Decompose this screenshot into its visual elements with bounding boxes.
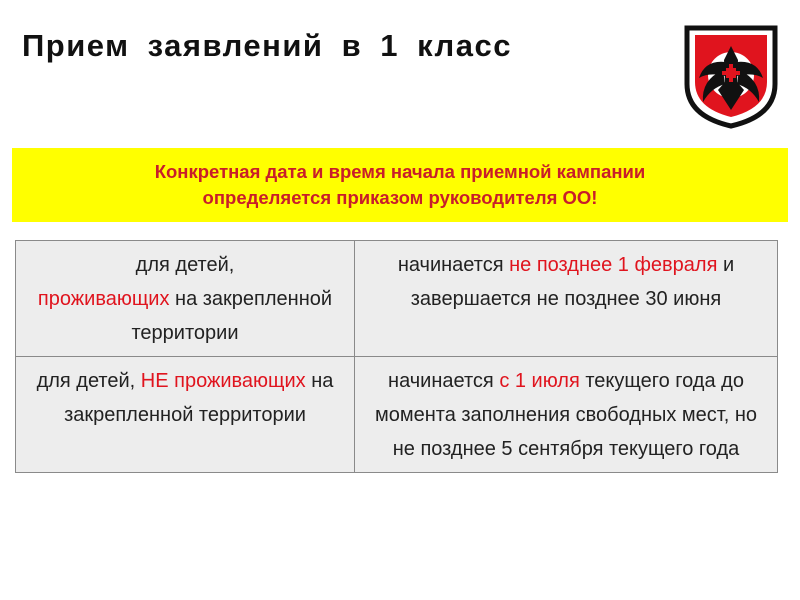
- cell-text: для детей,: [135, 254, 235, 276]
- cell-highlight: проживающих: [37, 288, 170, 310]
- cell-highlight: НЕ проживающих: [140, 370, 306, 392]
- notice-line-1: Конкретная дата и время начала приемной кампании: [154, 161, 646, 182]
- coat-of-arms-icon: [681, 20, 781, 130]
- nonresident-children-cell: [16, 357, 355, 473]
- cell-text: и завершается не позднее 30 июня: [410, 254, 735, 310]
- cell-text: начинается: [397, 254, 510, 276]
- cell-text: начинается: [388, 370, 500, 392]
- cell-highlight: не позднее 1 февраля: [509, 254, 718, 276]
- cell-text: на закрепленной территории: [131, 288, 333, 344]
- resident-period-cell: [355, 241, 778, 357]
- cell-text: текущего года до момента заполнения свободных мест, но не позднее 5 сентября текущего года: [374, 370, 758, 460]
- slide-title: Прием заявлений в 1 класс: [22, 28, 512, 63]
- table-row: [16, 357, 778, 473]
- notice-banner: [12, 148, 788, 222]
- cell-highlight: с 1 июля: [499, 370, 580, 392]
- schedule-table: [15, 240, 778, 473]
- cell-text: для детей,: [36, 370, 141, 392]
- nonresident-period-cell: [355, 357, 778, 473]
- notice-line-2: определяется приказом руководителя ОО!: [202, 187, 598, 208]
- cell-text: на закрепленной территории: [64, 370, 334, 426]
- resident-children-cell: [16, 241, 355, 357]
- table-row: [16, 241, 778, 357]
